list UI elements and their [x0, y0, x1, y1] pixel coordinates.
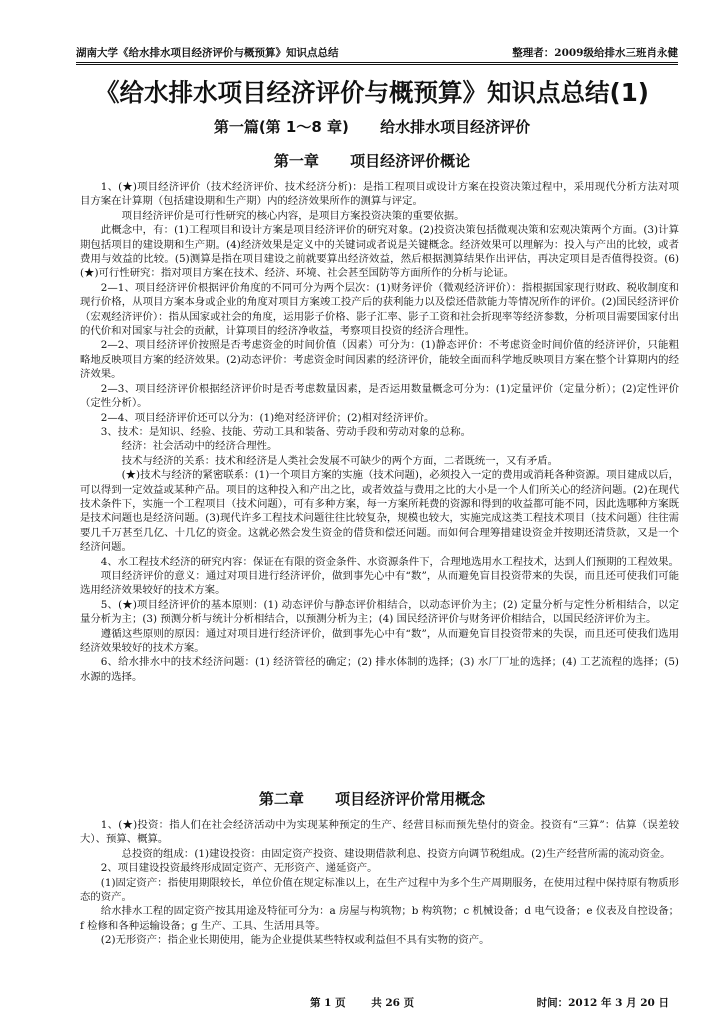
- header-author: 整理者：2009级给排水三班肖永健: [512, 47, 678, 59]
- running-header: [76, 38, 678, 65]
- chapter-1-body: [80, 180, 679, 684]
- header-left-text: 湖南大学《给水排水项目经济评价与概预算》知识点总结: [76, 47, 339, 59]
- part-heading: 第一篇(第 1～8 章) 给水排水项目经济评价: [213, 118, 531, 136]
- paragraph: (1)固定资产：指使用期限较长，单位价值在规定标准以上，在生产过程中为多个生产周期服务，在使用过程中保持原有物质形态的资产。: [80, 876, 679, 904]
- paragraph: 2—4、项目经济评价还可以分为：(1)绝对经济评价；(2)相对经济评价。: [100, 411, 435, 424]
- paragraph: 项目经济评价的意义：通过对项目进行经济评价，做到事先心中有“数”，从而避免盲目投资带来的失误，而且还可使我们可能选用经济效果较好的技术方案。: [80, 569, 679, 597]
- paragraph: 总投资的组成：(1)建设投资：由固定资产投资、建设期借款利息、投资方向调节税组成。(2)生产经营所需的流动资金。: [121, 847, 671, 860]
- paragraph: 1、(★)投资：指人们在社会经济活动中为实现某种预定的生产、经营目标而预先垫付的资金。投资有“三算”：估算（误差较大）、预算、概算。: [80, 819, 679, 846]
- paragraph: 1、(★)项目经济评价（技术经济评价、技术经济分析)：是指工程项目或设计方案在投资决策过程中，采用现代分析方法对项目方案在计算期（包括建设期和生产期）内的经济效果所作的测算与评定。: [80, 181, 679, 208]
- chapter-1-heading: 第一章 项目经济评价概论: [273, 152, 471, 170]
- paragraph: 给水排水工程的固定资产按其用途及特征可分为：a 房屋与构筑物；b 构筑物；c 机械设备；d 电气设备；e 仪表及自控设备；f 检修和各种运输设备；g 生产、工具、生活用具等。: [80, 905, 679, 932]
- paragraph: 技术与经济的关系：技术和经济是人类社会发展不可缺少的两个方面，二者既统一，又有矛盾。: [121, 454, 558, 467]
- paragraph: 4、水工程技术经济的研究内容：保证在有限的资金条件、水资源条件下，合理地选用水工程技术，达到人们预期的工程效果。: [100, 555, 679, 568]
- document-title: 《给水排水项目经济评价与概预算》知识点总结(1): [95, 78, 649, 107]
- paragraph: (★)技术与经济的紧密联系：(1)一个项目方案的实施（技术问题)，必须投入一定的费用或消耗各种资源。项目建成以后，可以得到一定效益或某种产品。项目的这种投入和产出之比，或者效益与费用之比的大小是一个人们所关心的经济问题。(2)在现代技术条件下，实施一个工程项目（技术问题），可有多种方案，每一方案所耗费的资源和得到的收益都可能不同，因此选哪种方案既是技术问题也是经济问题。(3)现代许多工程技术问题往往比较复杂，规模也较大，实施完成这类工程技术项目（技术问题）往往需要几千万甚至几亿、十几亿的资金。这就必然会发生资金的借贷和偿还问题。而如何合理筹措建设资金并按期还清贷款，又是一个经济问题。: [80, 469, 679, 554]
- paragraph: 此概念中，有：(1)工程项目和设计方案是项目经济评价的研究对象。(2)投资决策包括微观决策和宏观决策两个方面。(3)计算期包括项目的建设期和生产期。(4)经济效果是定义中的关键词或者说是关键概念。经济效果可以理解为：投入与产出的比较，或者费用与效益的比较。(5)测算是指在项目建设之前就要算出经济效益，然后根据测算结果作出评估，再决定项目是否值得投资。(6)(★)可行性研究：指对项目方案在技术、经济、环境、社会甚至国防等方面所作的分析与论证。: [80, 224, 679, 280]
- paragraph: 2—2、项目经济评价按照是否考虑资金的时间价值（因素）可分为：(1)静态评价：不考虑资金时间价值的经济评价，只能粗略地反映项目方案的经济效果。(2)动态评价：考虑资金时间因素的经济评价，能较全面而科学地反映项目方案在整个计算期内的经济效果。: [80, 339, 679, 381]
- chapter-2-body: [80, 818, 679, 948]
- footer-date: 时间：2012 年 3 月 20 日: [536, 997, 669, 1009]
- paragraph: 3、技术：是知识、经验、技能、劳动工具和装备、劳动手段和劳动对象的总称。: [100, 425, 472, 438]
- chapter-2-heading: 第二章 项目经济评价常用概念: [258, 790, 486, 808]
- paragraph: 2—3、项目经济评价根据经济评价时是否考虑数量因素，是否运用数量概念可分为：(1)定量评价（定量分析）；(2)定性评价（定性分析）。: [80, 382, 679, 410]
- paragraph: 经济：社会活动中的经济合理性。: [121, 440, 278, 453]
- paragraph: (2)无形资产：指企业长期使用，能为企业提供某些特权或利益但不具有实物的资产。: [100, 934, 490, 947]
- paragraph: 6、给水排水中的技术经济问题：(1) 经济管径的确定；(2) 排水体制的选择；(3) 水厂厂址的选择；(4) 工艺流程的选择；(5) 水源的选择。: [80, 656, 679, 683]
- paragraph: 遵循这些原则的原因：通过对项目进行经济评价，做到事先心中有“数”，从而避免盲目投资带来的失误，而且还可使我们选用经济效果较好的技术方案。: [80, 627, 679, 654]
- paragraph: 5、(★)项目经济评价的基本原则：(1) 动态评价与静态评价相结合，以动态评价为主；(2) 定量分析与定性分析相结合，以定量分析为主；(3) 预测分析与统计分析相结合，以预测分析为主；(4) 国民经济评价与财务评价相结合，以国民经济评价为主。: [80, 598, 679, 626]
- page-number: 第 1 页 共 26 页: [310, 997, 415, 1009]
- paragraph: 2、项目建设投资最终形成固定资产、无形资产、递延资产。: [100, 862, 378, 875]
- page-footer: [80, 995, 679, 1009]
- paragraph: 2—1、项目经济评价根据评价角度的不同可分为两个层次：(1)财务评价（微观经济评价）：指根据国家现行财政、税收制度和现行价格，从项目方案本身或企业的角度对项目方案竣工投产后的获利能力以及偿还借款能力等情况所作的评价。(2)国民经济评价（宏观经济评价）：指从国家或社会的角度，运用影子价格、影子汇率、影子工资和社会折现率等经济参数，分析项目需要国家付出的代价和对国家与社会的贡献，计算项目的经济净收益，考察项目投资的经济合理性。: [80, 281, 679, 338]
- paragraph: 项目经济评价是可行性研究的核心内容，是项目方案投资决策的重要依据。: [121, 209, 465, 222]
